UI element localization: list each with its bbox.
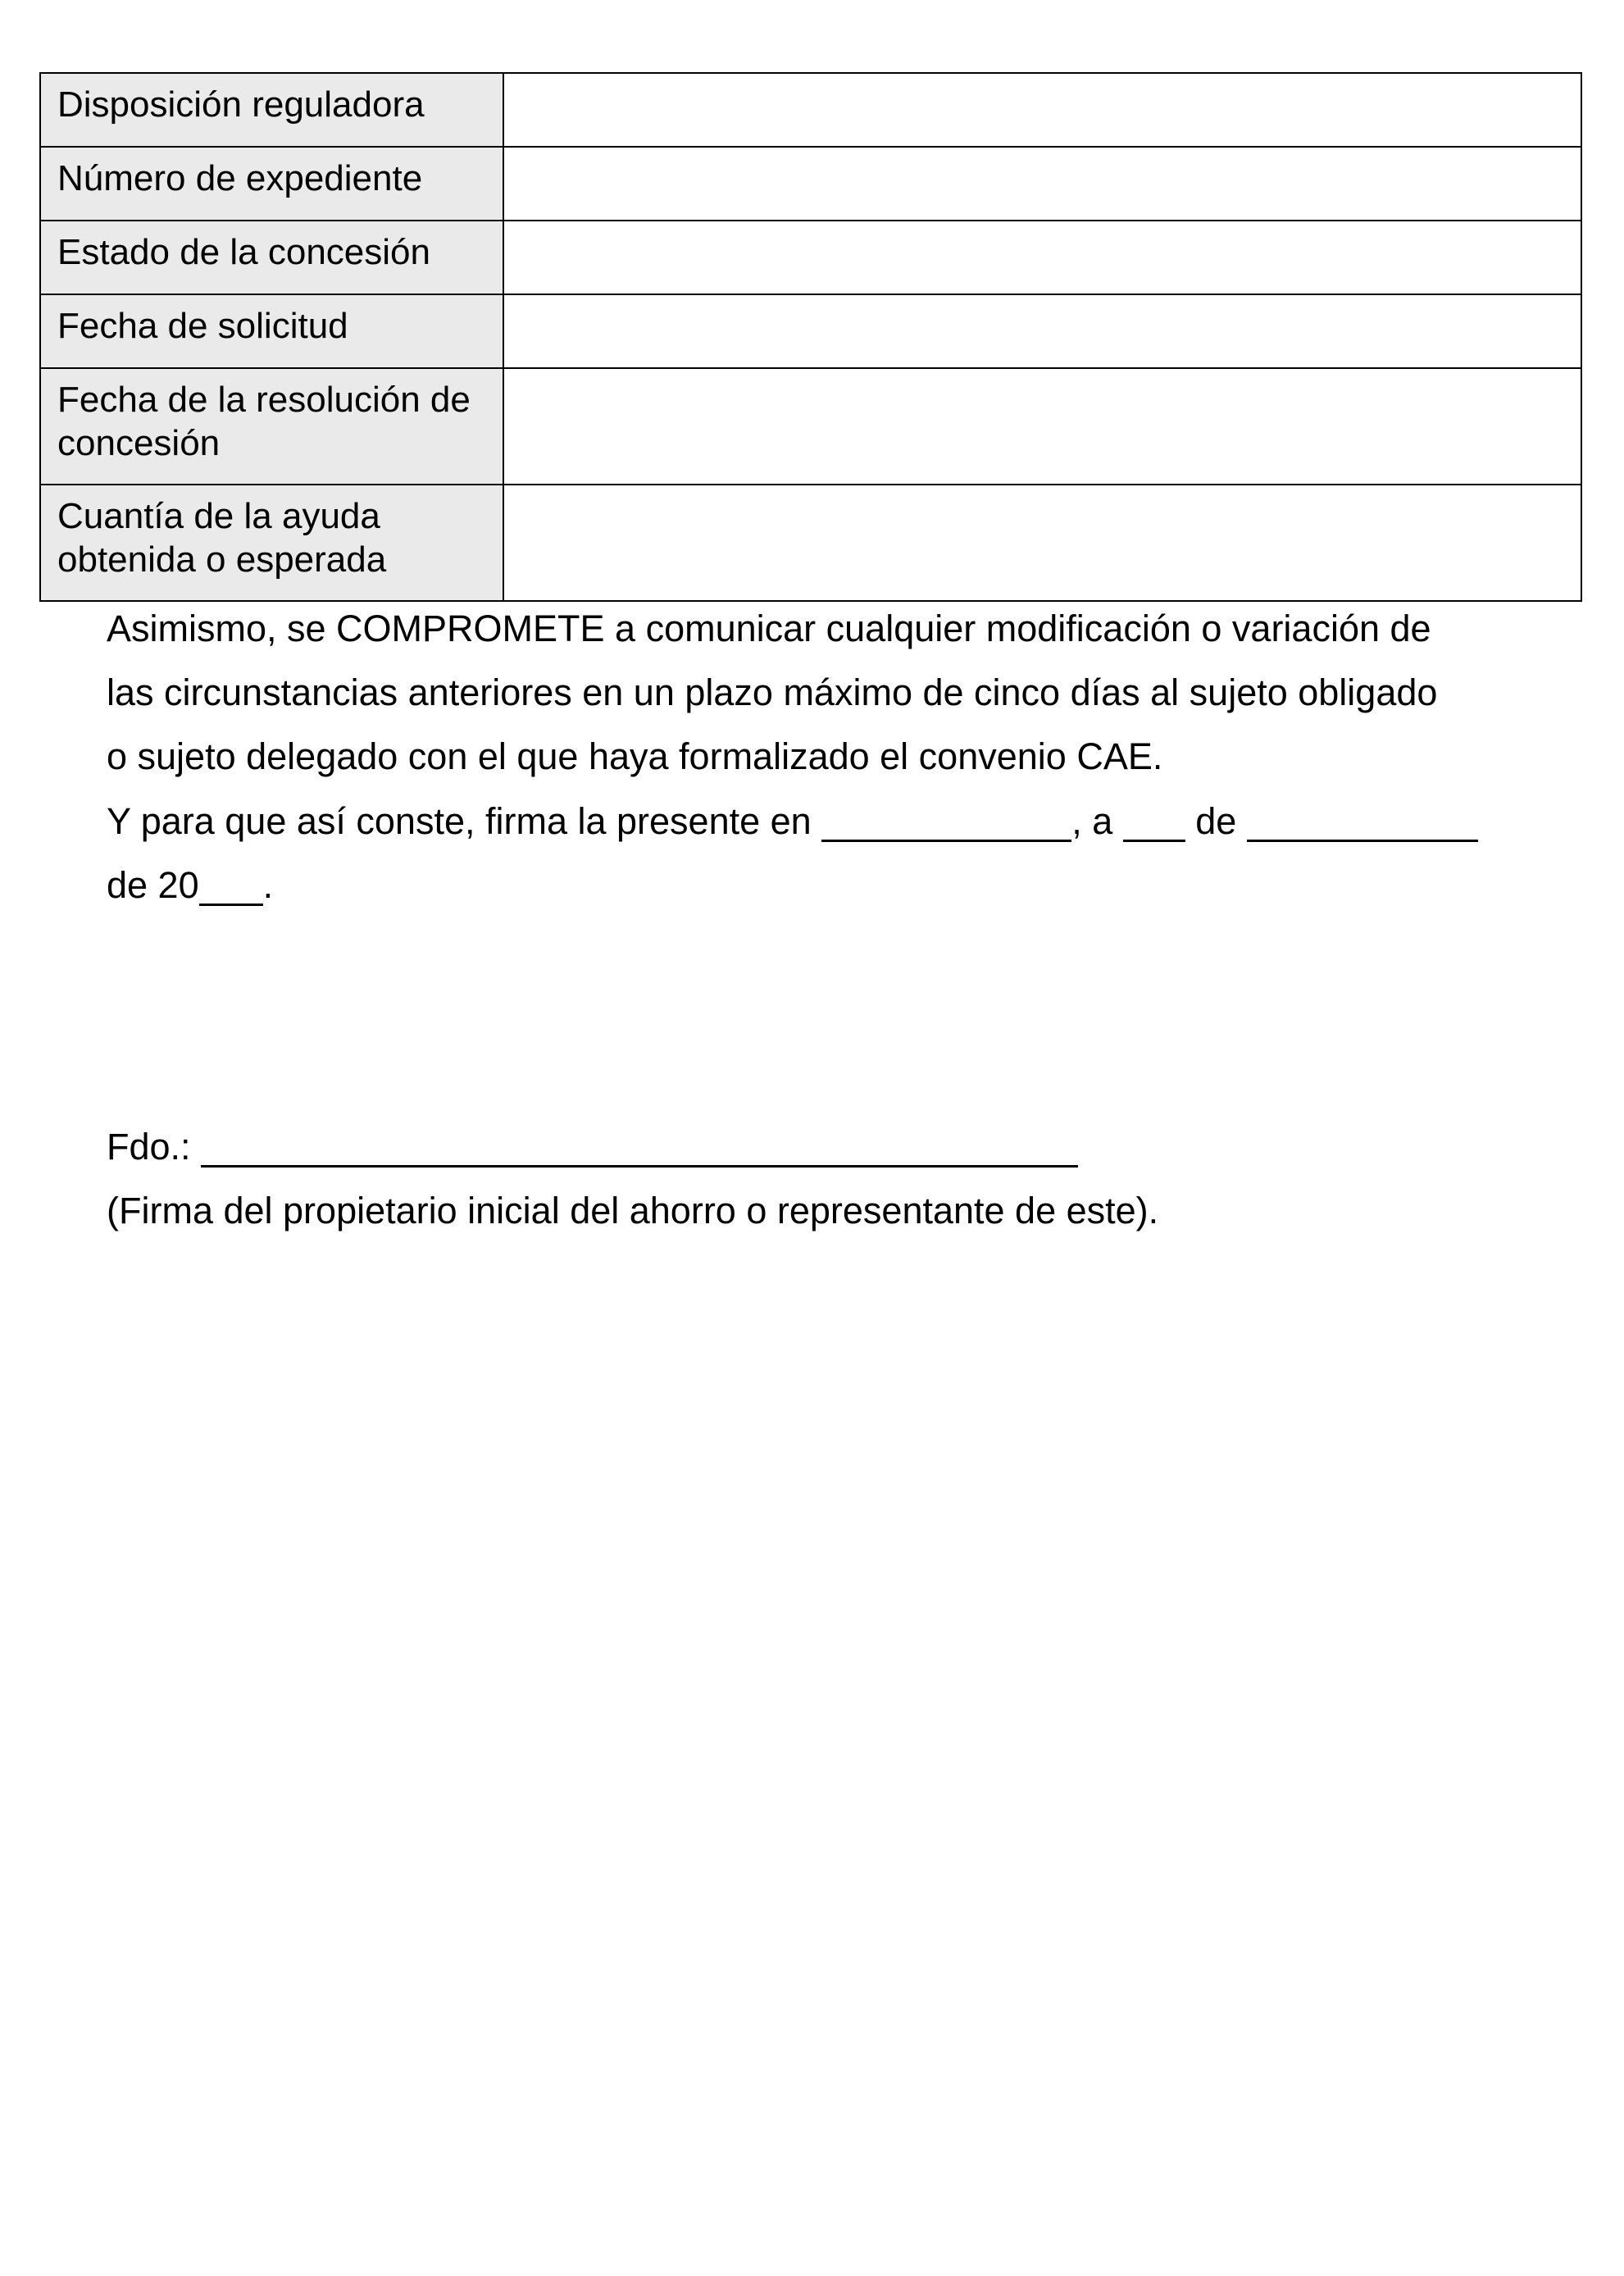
- row-label-text: Fecha de la resolución de: [57, 380, 471, 420]
- month-blank[interactable]: [1247, 839, 1478, 842]
- commitment-line: Asimismo, se COMPROMETE a comunicar cualquier modificación o variación de: [107, 608, 1431, 649]
- application-details-table: [39, 72, 1582, 602]
- row-label: [40, 294, 503, 368]
- row-label-text: obtenida o esperada: [57, 539, 387, 580]
- row-label-text: Disposición reguladora: [57, 84, 425, 125]
- row-label: [40, 368, 503, 485]
- commitment-line: las circunstancias anteriores en un plazo máximo de cinco días al sujeto obligado: [107, 671, 1438, 713]
- row-value-field[interactable]: [503, 147, 1581, 221]
- table-row: [40, 485, 1581, 601]
- table-row: [40, 294, 1581, 368]
- commitment-line: o sujeto delegado con el que haya formalizado el convenio CAE.: [107, 735, 1163, 777]
- table-row: [40, 147, 1581, 221]
- row-label-text: Fecha de solicitud: [57, 306, 348, 346]
- row-value-field[interactable]: [503, 221, 1581, 294]
- row-label-text: Estado de la concesión: [57, 232, 430, 272]
- row-value-field[interactable]: [503, 485, 1581, 601]
- commitment-paragraph: [107, 597, 1459, 789]
- signature-note: (Firma del propietario inicial del ahorro o representante de este).: [107, 1190, 1159, 1231]
- closing-statement: [107, 790, 1459, 917]
- closing-text: Y para que así conste, firma la presente en: [107, 800, 822, 842]
- row-value-field[interactable]: [503, 368, 1581, 485]
- closing-text: de 20: [107, 864, 199, 906]
- row-label: [40, 73, 503, 147]
- table-row: [40, 368, 1581, 485]
- table-row: [40, 221, 1581, 294]
- row-label: [40, 221, 503, 294]
- signature-label: Fdo.:: [107, 1126, 202, 1168]
- row-label-text: concesión: [57, 423, 221, 463]
- signature-block: [107, 1115, 1459, 1243]
- row-label-text: Número de expediente: [57, 158, 423, 198]
- row-label: [40, 485, 503, 601]
- closing-text: .: [262, 864, 274, 906]
- closing-text: de: [1185, 800, 1247, 842]
- closing-text: , a: [1071, 800, 1123, 842]
- row-label: [40, 147, 503, 221]
- row-label-text: Cuantía de la ayuda: [57, 496, 380, 536]
- signature-blank[interactable]: [201, 1164, 1078, 1168]
- year-blank[interactable]: [199, 903, 263, 906]
- place-blank[interactable]: [821, 839, 1071, 842]
- row-value-field[interactable]: [503, 73, 1581, 147]
- day-blank[interactable]: [1123, 839, 1185, 842]
- row-value-field[interactable]: [503, 294, 1581, 368]
- table-row: [40, 73, 1581, 147]
